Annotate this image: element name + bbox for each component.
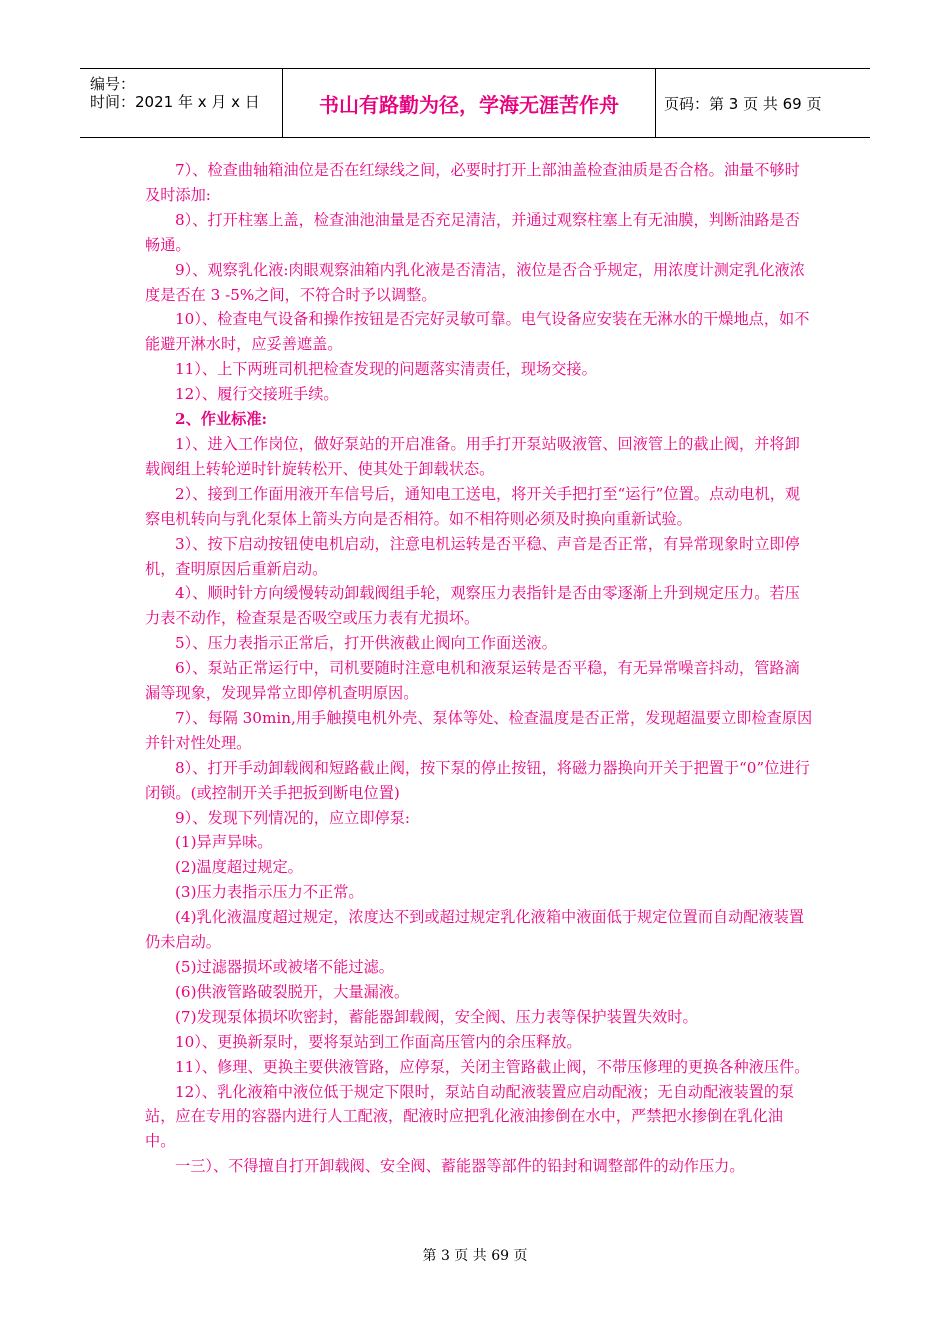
paragraph: 5）、压力表指示正常后，打开供液截止阀向工作面送液。 <box>175 634 557 653</box>
page-footer: 第 3 页 共 69 页 <box>422 1248 528 1264</box>
paragraph: 9）、观察乳化液:肉眼观察油箱内乳化液是否清洁，液位是否合乎规定，用浓度计测定乳化液浓度是否在 3 -5%之间，不符合时予以调整。 <box>145 260 805 304</box>
document-date: 时间：2021 年 x 月 x 日 <box>90 93 260 111</box>
paragraph: 1）、进入工作岗位，做好泵站的开启准备。用手打开泵站吸液管、回液管上的截止阀，并将卸载阀组上转轮逆时针旋转松开、使其处于卸载状态。 <box>145 434 800 478</box>
page-header <box>80 68 870 138</box>
paragraph: 11）、修理、更换主要供液管路，应停泵，关闭主管路截止阀，不带压修理的更换各种液压件。 <box>175 1057 810 1076</box>
paragraph: 10）、检查电气设备和操作按钮是否完好灵敏可靠。电气设备应安装在无淋水的干燥地点，如不能避开淋水时，应妥善遮盖。 <box>145 310 810 354</box>
paragraph: 一三）、不得擅自打开卸载阀、安全阀、蓄能器等部件的铅封和调整部件的动作压力。 <box>175 1157 745 1176</box>
list-item: (3)压力表指示压力不正常。 <box>175 883 364 902</box>
paragraph: 6）、泵站正常运行中，司机要随时注意电机和液泵运转是否平稳，有无异常噪音抖动，管路滴漏等现象，发现异常立即停机查明原因。 <box>145 659 800 703</box>
paragraph: 11）、上下两班司机把检查发现的问题落实清责任，现场交接。 <box>175 360 597 379</box>
header-motto: 书山有路勤为径，学海无涯苦作舟 <box>282 69 656 137</box>
paragraph: 4）、顺时针方向缓慢转动卸载阀组手轮，观察压力表指针是否由零逐渐上升到规定压力。若压力表不动作，检查泵是否吸空或压力表有尤损坏。 <box>145 584 800 628</box>
paragraph: 7）、每隔 30min,用手触摸电机外壳、泵体等处、检查温度是否正常，发现超温要立即检查原因并针对性处理。 <box>145 708 813 752</box>
list-item: (6)供液管路破裂脱开，大量漏液。 <box>175 982 410 1001</box>
paragraph: 12）、乳化液箱中液位低于规定下限时，泵站自动配液装置应启动配液；无自动配液装置的泵站，应在专用的容器内进行人工配液，配液时应把乳化液油掺倒在水中，严禁把水掺倒在乳化油中。 <box>145 1082 795 1151</box>
paragraph: 8）、打开手动卸载阀和短路截止阀，按下泵的停止按钮，将磁力器换向开关于把置于“0”位进行闭锁。(或控制开关手把扳到断电位置) <box>145 758 810 802</box>
list-item: (7)发现泵体损坏吹密封，蓄能器卸载阀，安全阀、压力表等保护装置失效时。 <box>175 1007 698 1026</box>
section-heading: 2、作业标准: <box>175 410 268 429</box>
document-body <box>145 158 813 1179</box>
header-page-number: 页码：第 3 页 共 69 页 <box>664 94 822 113</box>
list-item: (2)温度超过规定。 <box>175 858 303 877</box>
paragraph: 9）、发现下列情况的，应立即停泵: <box>175 808 410 827</box>
paragraph: 12）、履行交接班手续。 <box>175 385 339 404</box>
header-info <box>80 69 282 137</box>
paragraph: 7）、检查曲轴箱油位是否在红绿线之间，必要时打开上部油盖检查油质是否合格。油量不够时及时添加: <box>145 161 800 204</box>
paragraph: 10）、更换新泵时，要将泵站到工作面高压管内的余压释放。 <box>175 1032 582 1051</box>
paragraph: 3）、按下启动按钮使电机启动，注意电机运转是否平稳、声音是否正常，有异常现象时立即停机，查明原因后重新启动。 <box>145 534 800 578</box>
list-item: (5)过滤器损坏或被堵不能过滤。 <box>175 958 394 976</box>
list-item: (4)乳化液温度超过规定，浓度达不到或超过规定乳化液箱中液面低于规定位置而自动配液装置仍未启动。 <box>145 908 805 952</box>
list-item: (1)异声异味。 <box>175 833 273 852</box>
paragraph: 2）、接到工作面用液开车信号后，通知电工送电，将开关手把打至“运行”位置。点动电机，观察电机转向与乳化泵体上箭头方向是否相符。如不相符则必须及时换向重新试验。 <box>145 484 801 528</box>
paragraph: 8）、打开柱塞上盖，检查油池油量是否充足清洁，并通过观察柱塞上有无油膜，判断油路是否畅通。 <box>145 210 800 254</box>
document-number-label: 编号： <box>90 75 136 93</box>
